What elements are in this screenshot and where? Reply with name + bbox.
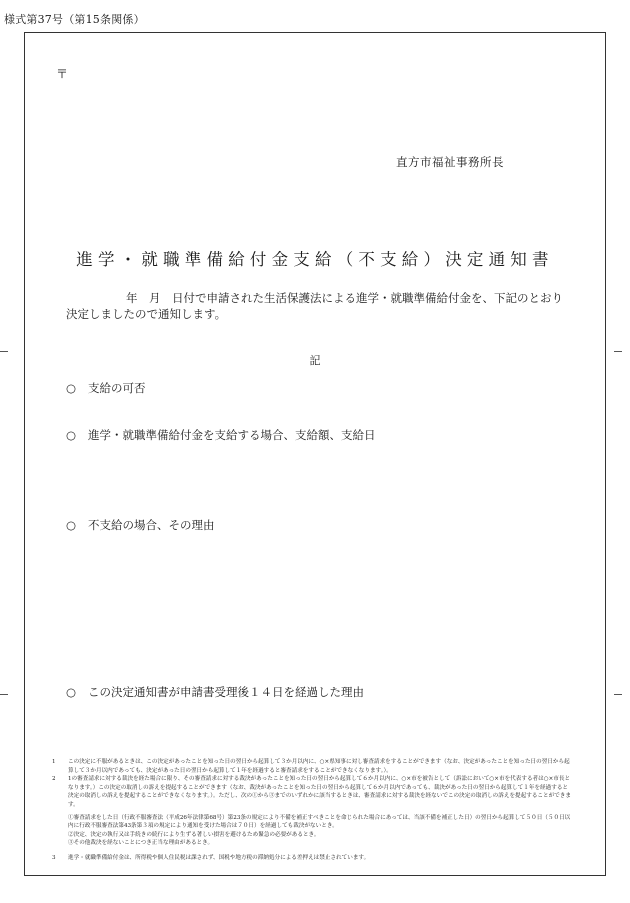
punch-mark [614, 694, 622, 695]
note-text: 1の審査請求に対する裁決を経た場合に限り、その審査請求に対する裁決があったことを知った日の翌日から起算して６か月以内に、○×市を被告として（訴訟において○×市を代表する者は○×市長となります。）この決定の取消しの訴えを提起することができます（なお、裁決があったことを知った日の翌日から起算して６か月以内であっても、裁決があった日の翌日から起算して１年を経過すると決定の取消しの訴えを提起することができなくなります。）。ただし、次の①から③までのいずれかに該当するときは、審査請求に対する裁決を経ないでこの決定の取消しの訴えを提起することができます。 [68, 776, 571, 808]
subnote-2: ②決定、決定の執行又は手続きの続行により生ずる著しい損害を避けるため緊急の必要があるとき。 [68, 831, 320, 838]
item-label: 進学・就職準備給付金を支給する場合、支給額、支給日 [88, 428, 376, 442]
item-delay-reason [66, 684, 364, 700]
note-text: この決定に不服があるときは、この決定があったことを知った日の翌日から起算して３か月以内に、○×県知事に対し審査請求をすることができます（なお、決定があったことを知った日の翌日から起算して３か月以内であっても、決定があった日の翌日から起算して１年を経過すると審査請求をすることができなくなります。）。 [68, 759, 570, 774]
item-payment-details [66, 427, 376, 443]
item-label: この決定通知書が申請書受理後１４日を経過した理由 [88, 685, 364, 699]
item-approval [66, 380, 146, 396]
ki-heading: 記 [309, 354, 321, 367]
note-number: 1 [52, 759, 56, 765]
note-2 [52, 775, 572, 809]
note-2-subitems [52, 814, 572, 848]
subnote-1: ①審査請求をした日（行政不服審査法（平成26年法律第68号）第23条の規定により不備を補正すべきことを命じられた場合にあっては、当該不備を補正した日）の翌日から起算して５０日（５０日以内に行政不服審査法第43条第３項の規定により通知を受けた場合は７０日）を経過しても裁決がないとき。 [68, 814, 571, 830]
intro-paragraph [66, 290, 566, 322]
note-text: 進学・就職準備給付金は、所得税や個人住民税は課されず、国税や地方税の滞納処分による差押えは禁止されています。 [68, 854, 370, 861]
circle-bullet-icon: ○ [66, 381, 77, 395]
notes-section [52, 758, 572, 863]
item-nonpayment-reason [66, 517, 215, 533]
note-number: 3 [52, 854, 56, 861]
note-number: 2 [52, 776, 56, 783]
issuer-name: 直方市福祉事務所長 [396, 155, 504, 169]
document-title: 進学・就職準備給付金支給（不支給）決定通知書 [76, 250, 554, 269]
document-frame [24, 32, 606, 876]
item-label: 不支給の場合、その理由 [88, 518, 215, 532]
form-number: 様式第37号（第15条関係） [4, 13, 145, 26]
circle-bullet-icon: ○ [66, 518, 77, 532]
intro-line-1: 年 月 日付で申請された生活保護法による進学・就職準備給付金を、下記のとおり [126, 291, 563, 305]
punch-mark [0, 694, 8, 695]
postal-mark: 〒 [56, 67, 69, 81]
circle-bullet-icon: ○ [66, 685, 77, 699]
note-3 [52, 854, 572, 863]
circle-bullet-icon: ○ [66, 428, 77, 442]
intro-line-2: 決定しましたので通知します。 [66, 307, 227, 321]
subnote-3: ③その他裁決を経ないことにつき正当な理由があるとき。 [68, 840, 214, 847]
item-label: 支給の可否 [88, 381, 146, 395]
note-1 [52, 758, 572, 775]
